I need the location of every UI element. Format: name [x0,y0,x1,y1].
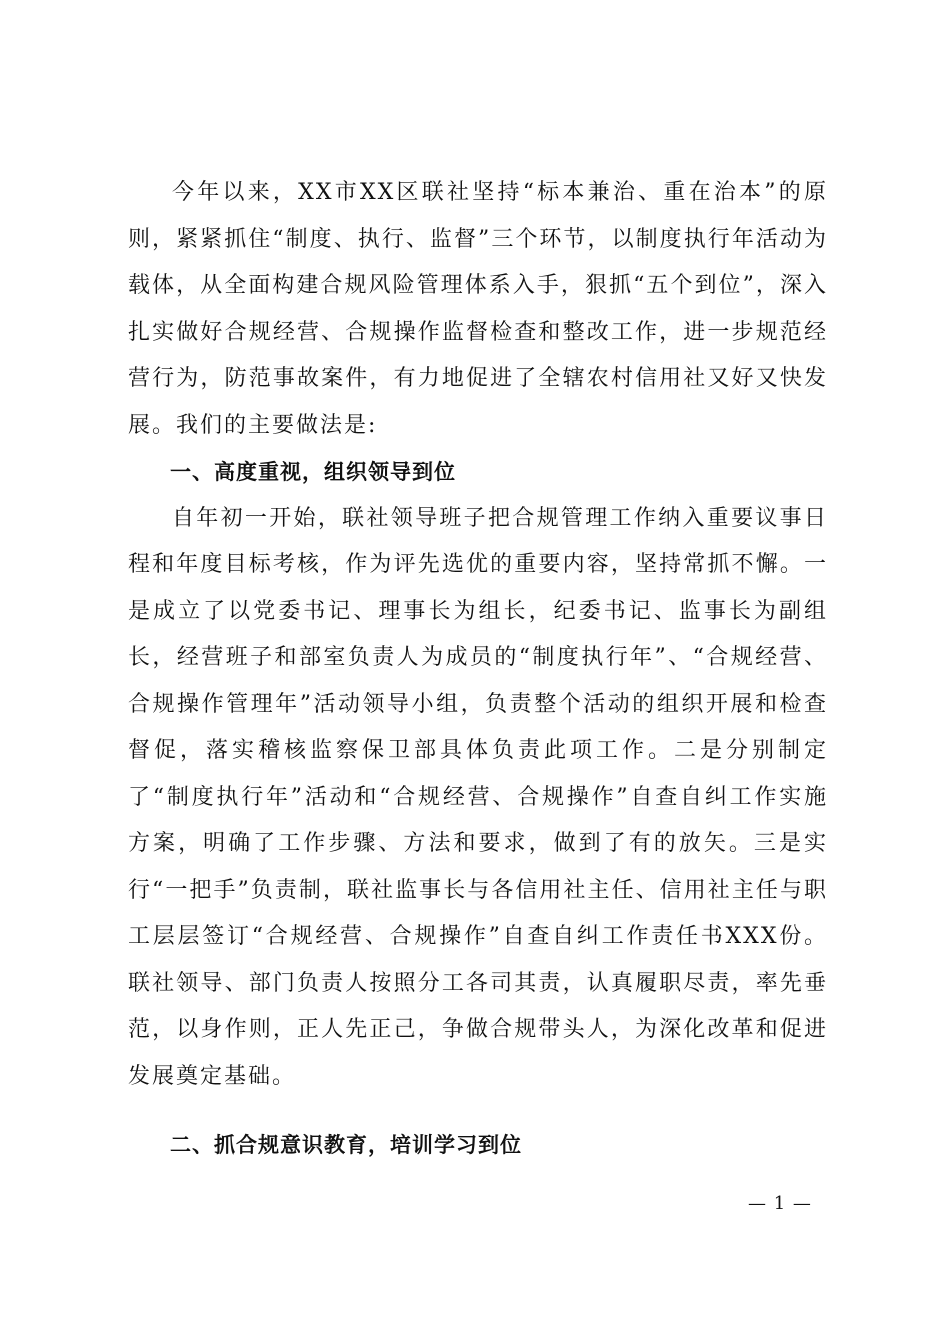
page-number: — 1 — [748,1193,812,1214]
section-1-paragraph: 自年初一开始，联社领导班子把合规管理工作纳入重要议事日程和年度目标考核，作为评先选优的重要内容，坚持常抓不懈。一是成立了以党委书记、理事长为组长，纪委书记、监事长为副组长，经营班子和部室负责人为成员的“制度执行年”、“合规经营、合规操作管理年”活动领导小组，负责整个活动的组织开展和检查督促，落实稽核监察保卫部具体负责此项工作。二是分别制定了“制度执行年”活动和“合规经营、合规操作”自查自纠工作实施方案，明确了工作步骤、方法和要求，做到了有的放矢。三是实行“一把手”负责制，联社监事长与各信用社主任、信用社主任与职工层层签订“合规经营、合规操作”自查自纠工作责任书XXX份。联社领导、部门负责人按照分工各司其责，认真履职尽责，率先垂范，以身作则，正人先正己，争做合规带头人，为深化改革和促进发展奠定基础。 [128,505,828,1089]
document-body [128,170,828,1169]
section-spacer [128,1100,828,1122]
section-1-heading: 一、高度重视，组织领导到位 [170,460,456,484]
section-2-heading: 二、抓合规意识教育，培训学习到位 [170,1133,522,1157]
intro-paragraph: 今年以来，XX市XX区联社坚持“标本兼治、重在治本”的原则，紧紧抓住“制度、执行、监督”三个环节，以制度执行年活动为载体，从全面构建合规风险管理体系入手，狠抓“五个到位”，深入扎实做好合规经营、合规操作监督检查和整改工作，进一步规范经营行为，防范事故案件，有力地促进了全辖农村信用社又好又快发展。我们的主要做法是: [128,180,828,438]
